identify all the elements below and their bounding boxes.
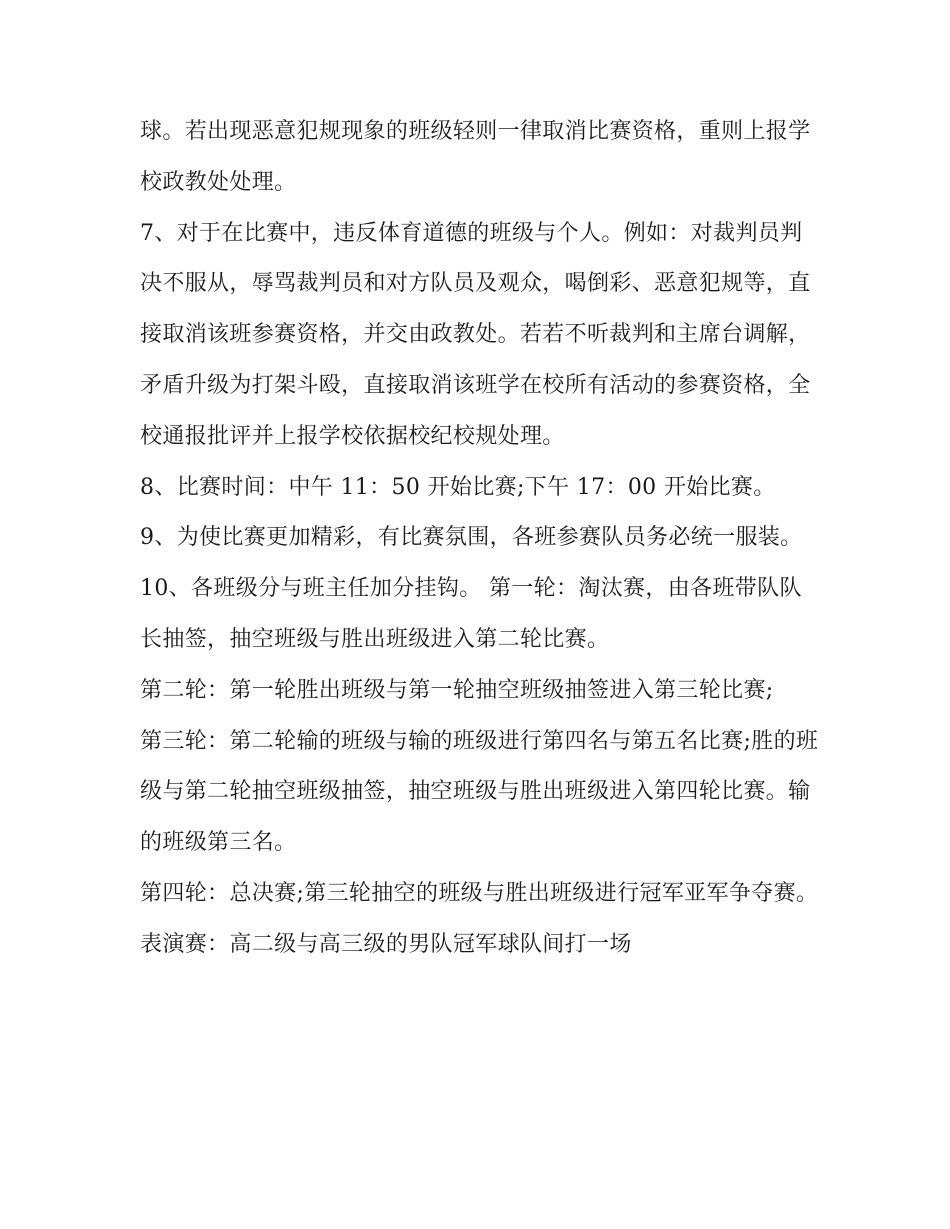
paragraph-rule-6-continued: 球。若出现恶意犯规现象的班级轻则一律取消比赛资格，重则上报学校政教处处理。: [140, 119, 811, 195]
paragraph-round-2: 第二轮：第一轮胜出班级与第一轮抽空班级抽签进入第三轮比赛;: [140, 677, 774, 703]
paragraph-rule-7: 7、对于在比赛中，违反体育道德的班级与个人。例如：对裁判员判决不服从，辱骂裁判员和对方队员及观众，喝倒彩、恶意犯规等，直接取消该班参赛资格，并交由政教处。若若不听裁判和主席台调解，矛盾升级为打架斗殴，直接取消该班学在校所有活动的参赛资格，全校通报批评并上报学校依据校纪校规处理。: [140, 220, 811, 449]
paragraph-rule-8: 8、比赛时间：中午 11：50 开始比赛;下午 17：00 开始比赛。: [140, 474, 776, 500]
paragraph-rule-10: 10、各班级分与班主任加分挂钩。 第一轮：淘汰赛，由各班带队队长抽签，抽空班级与胜出班级进入第二轮比赛。: [140, 576, 802, 652]
document-page: [140, 107, 820, 971]
paragraph-round-4: 第四轮：总决赛;第三轮抽空的班级与胜出班级进行冠军亚军争夺赛。 表演赛：高二级与高三级的男队冠军球队间打一场: [140, 880, 819, 957]
paragraph-round-3: 第三轮：第二轮输的班级与输的班级进行第四名与第五名比赛;胜的班级与第二轮抽空班级抽签，抽空班级与胜出班级进入第四轮比赛。输的班级第三名。: [140, 728, 819, 856]
paragraph-rule-9: 9、为使比赛更加精彩，有比赛氛围，各班参赛队员务必统一服装。: [140, 525, 803, 551]
